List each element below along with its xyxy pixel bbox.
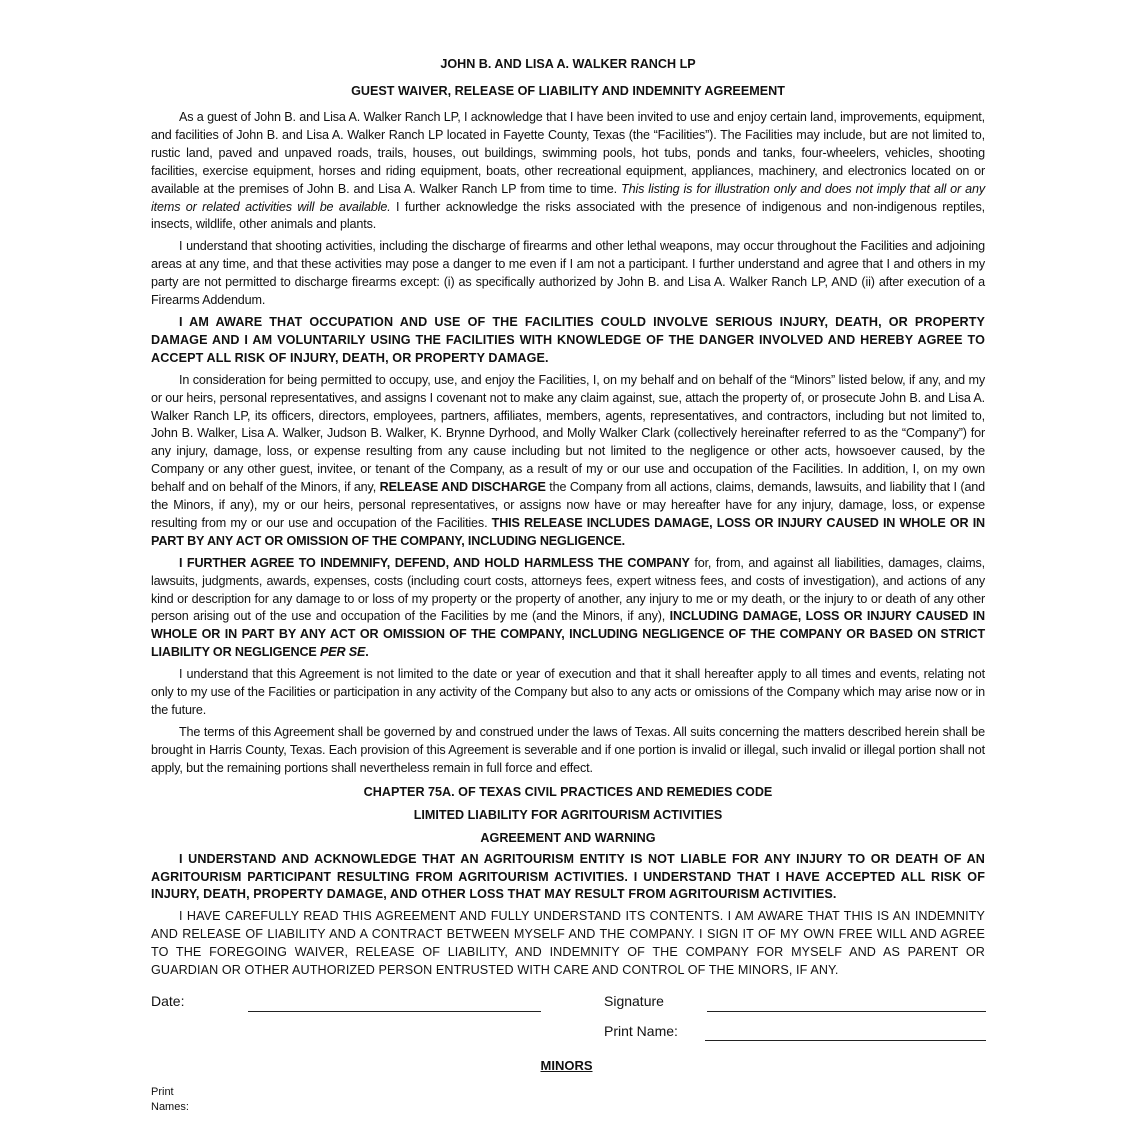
date-line[interactable] (248, 1011, 541, 1012)
paragraph-duration: I understand that this Agreement is not limited to the date or year of execution and that it shall hereafter apply to all times and events, relating not only to my use of the Facilities or participation in any activity of the Company but also to any acts or omissions of the Company which may arise now or in the future. (151, 667, 985, 717)
document-title: JOHN B. AND LISA A. WALKER RANCH LP (440, 57, 696, 71)
heading-agreement-warning: AGREEMENT AND WARNING (480, 830, 656, 845)
paragraph-governing-law: The terms of this Agreement shall be governed by and construed under the laws of Texas. All suits concerning the matters described herein shall be brought in Harris County, Texas. Each provision of this Agreement is severable and if one portion is invalid or illegal, such invalid or illegal portion shall not apply, but the remaining portions shall nevertheless remain in full force and effect. (151, 724, 985, 775)
minors-heading-text: MINORS (540, 1058, 593, 1073)
paragraph-facilities-end: I further acknowledge the risks associated with the presence of indigenous and non-indigenous reptiles, insects, wildlife, other animals and plants. (151, 199, 985, 232)
paragraph-release-bold-end: THIS RELEASE INCLUDES DAMAGE, LOSS OR INJURY CAUSED IN WHOLE OR IN PART BY ANY ACT OR OMISSION OF THE COMPANY, INCLUDING NEGLIGENCE. (151, 515, 985, 548)
minors-heading (0, 1058, 1133, 1073)
paragraph-facilities-italic: This listing is for illustration only and does not imply that all or any items or related activities will be available. (151, 181, 986, 214)
paragraph-facilities-text: As a guest of John B. and Lisa A. Walker Ranch LP, I acknowledge that I have been invited to use and enjoy certain land, improvements, equipment, and facilities of John B. and Lisa A. Walker Ranch LP located in Fayette County, Texas (the “Facilities”). The Facilities may include, but are not limited to, rustic land, paved and unpaved roads, trails, houses, out buildings, swimming pools, hot tubs, ponds and tanks, four-wheelers, vehicles, shooting facilities, exercise equipment, horses and riding equipment, boats, other recreational equipment, appliances, machinery, and electronics located on or available at the premises of John B. and Lisa A. Walker Ranch LP from time to time. (151, 110, 985, 196)
document-subtitle: GUEST WAIVER, RELEASE OF LIABILITY AND INDEMNITY AGREEMENT (351, 84, 785, 98)
paragraph-indemnify-text: for, from, and against all liabilities, damages, claims, lawsuits, judgments, awards, expenses, costs (including court costs, attorneys fees, expert witness fees, and costs of investigation), and actions of any kind or description for any damage to or loss of my property or the property of another, any injury to me or my death, or the injury to or death of any other person arising out of the use and occupation of the Facilities by me (and the Minors, if any), (151, 555, 985, 624)
paragraph-acknowledgment: I HAVE CAREFULLY READ THIS AGREEMENT AND FULLY UNDERSTAND ITS CONTENTS. I AM AWARE THAT THIS IS AN INDEMNITY AND RELEASE OF LIABILITY AND A CONTRACT BETWEEN MYSELF AND THE COMPANY. I SIGN IT OF MY OWN FREE WILL AND AGREE TO THE FOREGOING WAIVER, RELEASE OF LIABILITY, AND INDEMNITY OF THE COMPANY FOR MYSELF AND AS PARENT OR GUARDIAN OR OTHER AUTHORIZED PERSON ENTRUSTED WITH CARE AND CONTROL OF THE MINORS, IF ANY. (151, 909, 985, 978)
paragraph-release-bold: RELEASE AND DISCHARGE (379, 480, 546, 495)
paragraph-release-mid: the Company from all actions, claims, demands, lawsuits, and liability that I (and the Minors, if any), my or our heirs, personal representatives, or assigns now have or may hereafter have for any injury, damage, loss, or expense resulting from my or our use and occupation of the Facilities. (151, 480, 986, 530)
print-names-line-2: Names: (151, 1101, 189, 1113)
heading-limited-liability: LIMITED LIABILITY FOR AGRITOURISM ACTIVITIES (413, 807, 723, 822)
paragraph-indemnify-per-se: PER SE (320, 645, 366, 660)
paragraph-agritourism: I UNDERSTAND AND ACKNOWLEDGE THAT AN AGRITOURISM ENTITY IS NOT LIABLE FOR ANY INJURY TO OR DEATH OF AN AGRITOURISM PARTICIPANT RESULTING FROM AGRITOURISM ACTIVITIES. I UNDERSTAND THAT I HAVE ACCEPTED ALL RISK OF INJURY, DEATH, PROPERTY DAMAGE, AND OTHER LOSS THAT MAY RESULT FROM AGRITOURISM ACTIVITIES. (151, 851, 985, 902)
paragraph-facilities (151, 109, 985, 234)
print-names-line-1: Print (151, 1086, 174, 1098)
print-names-label (151, 1085, 189, 1115)
paragraph-indemnify-bold: I FURTHER AGREE TO INDEMNIFY, DEFEND, AND HOLD HARMLESS THE COMPANY (179, 555, 690, 570)
print-name-label: Print Name: (604, 1023, 678, 1039)
paragraph-risk-acceptance: I AM AWARE THAT OCCUPATION AND USE OF THE FACILITIES COULD INVOLVE SERIOUS INJURY, DEATH, OR PROPERTY DAMAGE AND I AM VOLUNTARILY USING THE FACILITIES WITH KNOWLEDGE OF THE DANGER INVOLVED AND HEREBY AGREE TO ACCEPT ALL RISK OF INJURY, DEATH, OR PROPERTY DAMAGE. (151, 314, 985, 365)
signature-label: Signature (604, 993, 664, 1009)
print-name-line[interactable] (705, 1040, 986, 1041)
document-body (151, 56, 985, 984)
signature-line[interactable] (707, 1011, 986, 1012)
paragraph-indemnify (151, 555, 985, 662)
heading-chapter: CHAPTER 75A. OF TEXAS CIVIL PRACTICES AND REMEDIES CODE (363, 784, 773, 799)
date-label: Date: (151, 993, 185, 1009)
paragraph-indemnify-bold-end: INCLUDING DAMAGE, LOSS OR INJURY CAUSED IN WHOLE OR IN PART BY ANY ACT OR OMISSION OF THE COMPANY, INCLUDING NEGLIGENCE OF THE COMPANY OR BASED ON STRICT LIABILITY OR NEGLIGENCE (151, 609, 985, 660)
paragraph-release-text: In consideration for being permitted to occupy, use, and enjoy the Facilities, I, on my behalf and on behalf of the “Minors” listed below, if any, and my or our heirs, personal representatives, and assigns I covenant not to make any claim against, sue, attach the property of, or prosecute John B. and Lisa A. Walker Ranch LP, its officers, directors, employees, partners, affiliates, members, agents, representatives, and contractors, including but not limited to, John B. Walker, Lisa A. Walker, Judson B. Walker, K. Brynne Dyrhood, and Molly Walker Clark (collectively hereinafter referred to as the “Company”) for any injury, damage, loss, or expense resulting from any cause including but not limited to the negligence or other acts, howsoever caused, by the Company or any other guest, invitee, or tenant of the Company, as a result of my or our use and occupation of the Facilities. In addition, I, on my own behalf and on behalf of the Minors, if any, (151, 372, 985, 495)
paragraph-release (151, 372, 985, 551)
paragraph-indemnify-period: . (365, 645, 369, 660)
paragraph-shooting: I understand that shooting activities, including the discharge of firearms and other lethal weapons, may occur throughout the Facilities and adjoining areas at any time, and that these activities may pose a danger to me even if I am not a participant. I further understand and agree that I and others in my party are not permitted to discharge firearms except: (i) as specifically authorized by John B. and Lisa A. Walker Ranch LP, AND (ii) after execution of a Firearms Addendum. (151, 239, 985, 308)
